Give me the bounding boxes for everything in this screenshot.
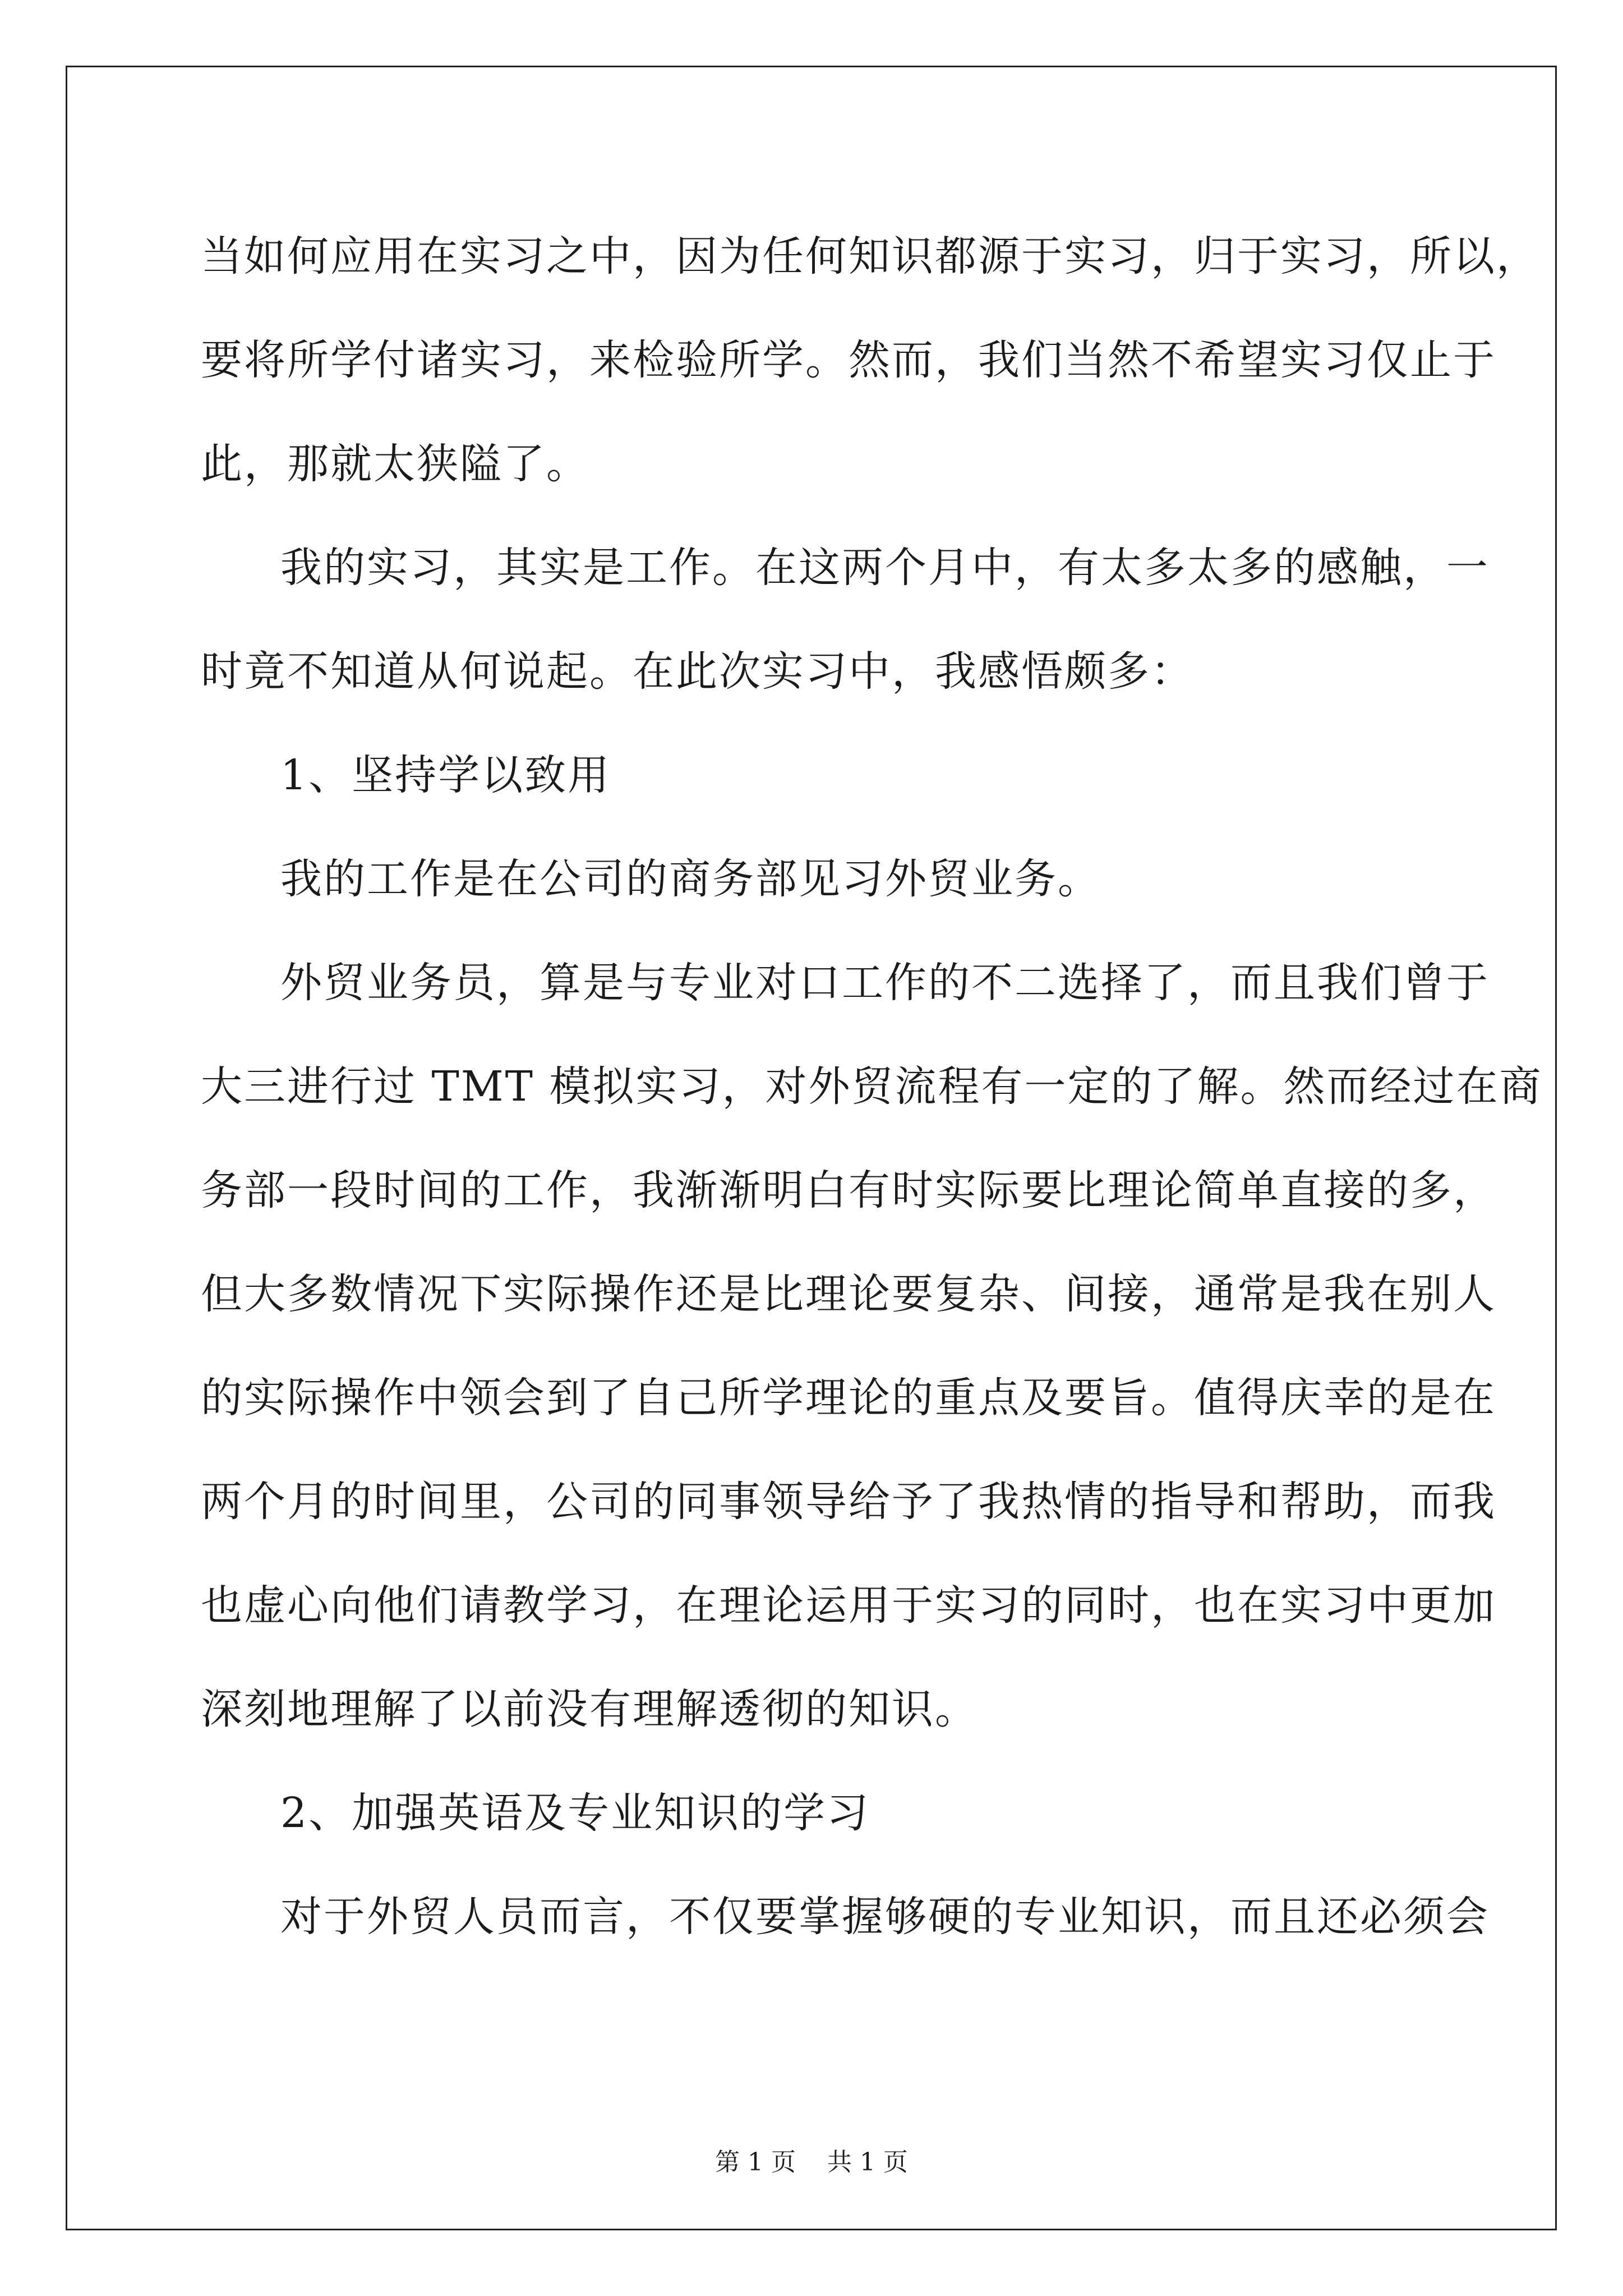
section-heading: 1、坚持学以致用 [280,751,611,799]
text-line: 大三进行过 TMT 模拟实习，对外贸流程有一定的了解。然而经过在商 [201,1062,1543,1111]
text-line: 务部一段时间的工作，我渐渐明白有时实际要比理论简单直接的多， [201,1166,1496,1214]
text-line: 外贸业务员，算是与专业对口工作的不二选择了，而且我们曾于 [280,959,1490,1007]
text-line: 也虚心向他们请教学习，在理论运用于实习的同时，也在实习中更加 [201,1581,1496,1630]
text-line: 深刻地理解了以前没有理解透彻的知识。 [201,1685,978,1733]
page-number-footer: 第 1 页 共 1 页 [715,2148,908,2177]
section-heading: 2、加强英语及专业知识的学习 [280,1789,870,1837]
text-line: 我的实习，其实是工作。在这两个月中，有太多太多的感触，一 [280,544,1490,592]
text-line: 对于外贸人员而言，不仅要掌握够硬的专业知识，而且还必须会 [280,1893,1490,1941]
text-line: 时竟不知道从何说起。在此次实习中，我感悟颇多： [201,647,1194,696]
text-line: 的实际操作中领会到了自己所学理论的重点及要旨。值得庆幸的是在 [201,1374,1496,1422]
text-line: 我的工作是在公司的商务部见习外贸业务。 [280,855,1101,903]
text-line: 当如何应用在实习之中，因为任何知识都源于实习，归于实习，所以， [201,232,1539,280]
text-line: 两个月的时间里，公司的同事领导给予了我热情的指导和帮助，而我 [201,1478,1496,1526]
text-line: 要将所学付诸实习，来检验所学。然而，我们当然不希望实习仅止于 [201,336,1496,384]
text-line: 此，那就太狭隘了。 [201,440,589,488]
text-line: 但大多数情况下实际操作还是比理论要复杂、间接，通常是我在别人 [201,1270,1496,1318]
